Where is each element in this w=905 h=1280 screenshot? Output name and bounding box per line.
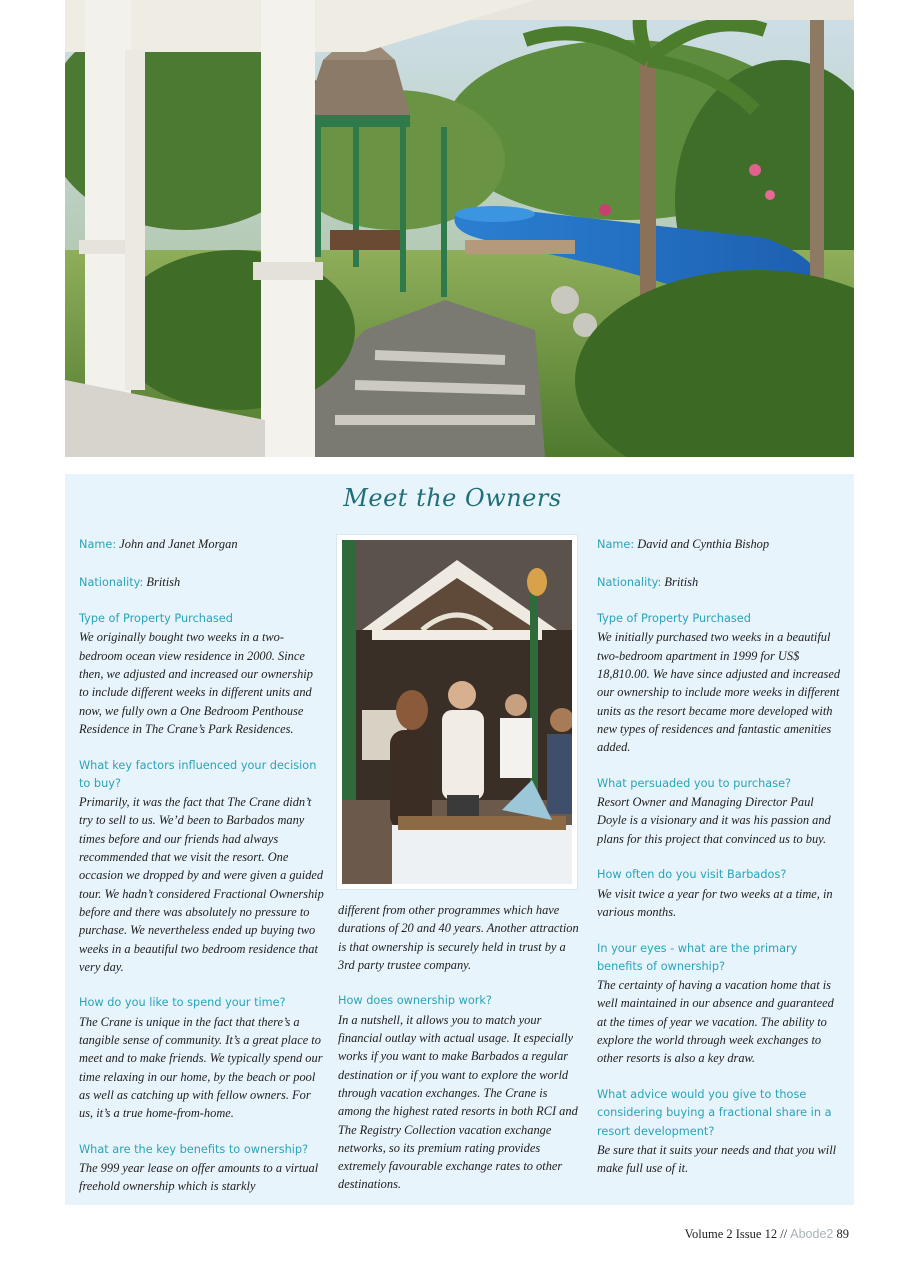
qa-block bbox=[597, 940, 843, 1068]
owner-profile-bishop bbox=[597, 535, 843, 1196]
question: What persuaded you to purchase? bbox=[597, 776, 792, 790]
answer: We visit twice a year for two weeks at a time, in various months. bbox=[597, 886, 833, 919]
answer: We originally bought two weeks in a two-bedroom ocean view residence in 2000. Since then, we adjusted and increased our ownership to include different weeks in different units and now, we fully own a One Bedroom Penthouse Residence in The Crane’s Park Residences. bbox=[79, 630, 313, 736]
qa-block bbox=[79, 1141, 325, 1196]
question: What key factors influenced your decision to buy? bbox=[79, 758, 317, 790]
section-title: Meet the Owners bbox=[343, 484, 562, 512]
question: How does ownership work? bbox=[338, 994, 492, 1008]
name-value: David and Cynthia Bishop bbox=[637, 537, 770, 551]
question: How often do you visit Barbados? bbox=[597, 868, 787, 882]
question: In your eyes - what are the primary benefits of ownership? bbox=[597, 941, 798, 973]
answer: The certainty of having a vacation home that is well maintained in our absence and guaranteed at the times of year we vacation. The ability to explore the world through week exchanges to other resorts is also a key draw. bbox=[597, 978, 834, 1066]
name-label: Name: bbox=[79, 538, 117, 551]
nationality-label: Nationality: bbox=[597, 575, 662, 589]
answer: The 999 year lease on offer amounts to a virtual freehold ownership which is starkly bbox=[79, 1161, 319, 1194]
answer: different from other programmes which have durations of 20 and 40 years. Another attraction is that ownership is securely held in trust by a 3rd party trustee company. bbox=[338, 903, 579, 972]
answer: Resort Owner and Managing Director Paul Doyle is a visionary and it was his passion and plans for this project that convinced us to buy. bbox=[597, 795, 831, 846]
answer: Primarily, it was the fact that The Crane didn’t try to sell to us. We’d been to Barbados many times before and our friends had always recommended that we visit the resort. One occasion we dropped by and were given a guided tour. We hadn’t considered Fractional Ownership before and there was absolutely no pressure to purchase. We nevertheless ended up buying two weeks in a beautiful two bedroom residence that very day. bbox=[79, 795, 324, 974]
nationality-line bbox=[79, 573, 325, 592]
qa-block bbox=[597, 1086, 843, 1177]
qa-block bbox=[79, 994, 325, 1122]
qa-block bbox=[338, 992, 584, 1193]
name-value: John and Janet Morgan bbox=[119, 537, 238, 551]
answer: Be sure that it suits your needs and that you will make full use of it. bbox=[597, 1142, 837, 1176]
qa-block bbox=[597, 610, 843, 756]
qa-block bbox=[597, 775, 843, 848]
answer: The Crane is unique in the fact that there’s a tangible sense of community. It’s a great place to meet and to make friends. We typically spend our time relaxing in our home, by the beach or pool as well as catching up with fellow owners. For us, it’s a true home-from-home. bbox=[79, 1014, 323, 1121]
question: Type of Property Purchased bbox=[597, 612, 751, 626]
hero-garden-pool-photo bbox=[65, 0, 854, 457]
question: How do you like to spend your time? bbox=[79, 996, 286, 1010]
article-continuation bbox=[338, 901, 584, 1212]
magazine-name: Abode2 bbox=[790, 1227, 834, 1241]
page-footer bbox=[685, 1227, 849, 1242]
issue-label: Volume 2 Issue 12 // bbox=[684, 1227, 788, 1241]
answer: In a nutshell, it allows you to match your financial outlay with actual usage. It especially works if you want to make Barbados a regular destination or if you want to explore the world through vacation exchanges. The Crane is among the highest rated resorts in both RCI and The Registry Collection vacation exchange networks, so its premium rating provides extremely favourable exchange rates to other destinations. bbox=[338, 1012, 578, 1192]
nationality-value: British bbox=[664, 574, 699, 589]
nationality-value: British bbox=[146, 574, 181, 589]
question: What are the key benefits to ownership? bbox=[79, 1142, 309, 1156]
qa-block bbox=[79, 610, 325, 738]
nationality-line bbox=[597, 573, 843, 592]
answer-continuation-line bbox=[338, 901, 584, 974]
qa-block bbox=[597, 866, 843, 921]
owner-profile-morgan bbox=[79, 535, 325, 1214]
answer: We initially purchased two weeks in a beautiful two-bedroom apartment in 1999 for US$ 18,810.00. We have since adjusted and increased our ownership to include more weeks in different units as the resort became more developed with new types of residences and fantastic amenities added. bbox=[597, 630, 841, 755]
question: What advice would you give to those considering buying a fractional share in a resort development? bbox=[597, 1087, 832, 1138]
name-label: Name: bbox=[597, 538, 635, 551]
qa-block bbox=[79, 757, 325, 977]
page-number: 89 bbox=[836, 1227, 849, 1241]
question: Type of Property Purchased bbox=[79, 612, 233, 626]
name-line bbox=[79, 535, 325, 554]
owners-event-photo bbox=[337, 535, 577, 889]
nationality-label: Nationality: bbox=[79, 575, 144, 589]
name-line bbox=[597, 535, 843, 554]
